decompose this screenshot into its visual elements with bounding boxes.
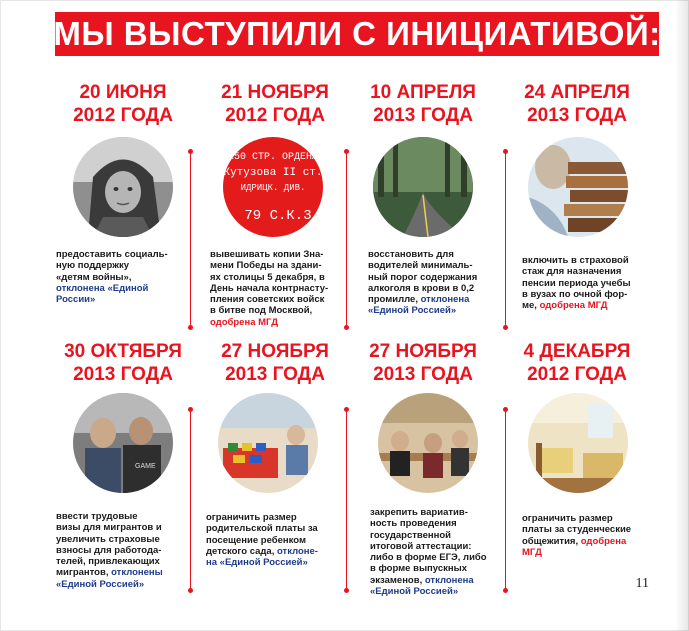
date-1-year: 2012 ГОДА <box>73 105 173 126</box>
date-8-year: 2012 ГОДА <box>527 364 627 385</box>
status-3: отклонена <box>420 294 470 306</box>
svg-text:ИДРИЦК. ДИВ.: ИДРИЦК. ДИВ. <box>240 183 306 193</box>
date-7-day: 27 НОЯБРЯ <box>369 341 477 362</box>
svg-text:Кутузова II ст.: Кутузова II ст. <box>223 167 323 179</box>
date-6-year: 2013 ГОДА <box>225 364 325 385</box>
date-4 <box>497 81 657 127</box>
date-4-year: 2013 ГОДА <box>527 105 627 126</box>
migrants-photo <box>73 393 173 493</box>
kindergarten-photo <box>218 393 318 493</box>
desc-6: ограничить размер родительской платы за посещение ребенком детского сада, отклоне- на «Единой Россией» <box>206 512 318 569</box>
exam-photo <box>378 393 478 493</box>
divider-2 <box>346 152 347 327</box>
status-8: одобрена <box>580 535 627 547</box>
divider-1 <box>190 152 191 327</box>
victory-banner-photo <box>223 137 323 237</box>
date-3-day: 10 АПРЕЛЯ <box>370 82 476 103</box>
date-4-day: 24 АПРЕЛЯ <box>524 82 630 103</box>
svg-text:79 С.К.3: 79 С.К.3 <box>244 208 312 224</box>
status-4: одобрена МГД <box>539 300 608 312</box>
date-7 <box>343 340 503 386</box>
desc-5: ввести трудовые визы для мигрантов и увеличить страховые взносы для работода- телей, привлекающих мигрантов, отклонены «Единой Россией» <box>56 511 163 590</box>
dormitory-photo <box>528 393 628 493</box>
date-2-day: 21 НОЯБРЯ <box>221 82 329 103</box>
road-photo <box>373 137 473 237</box>
status-7: отклонена <box>424 574 474 586</box>
date-2 <box>195 81 355 127</box>
divider-4 <box>190 410 191 590</box>
date-2-year: 2012 ГОДА <box>225 105 325 126</box>
date-8 <box>497 340 657 386</box>
svg-text:GAME: GAME <box>135 463 156 470</box>
date-5-year: 2013 ГОДА <box>73 364 173 385</box>
status-5: отклонены <box>111 567 163 579</box>
date-1-day: 20 ИЮНЯ <box>79 82 167 103</box>
status-1: отклонена «Единой <box>56 282 149 294</box>
desc-7: закрепить вариатив- ность проведения государственной итоговой аттестации: либо в форме ЕГЭ, либо в форме выпускных экзаменов, отклонена «Единой Россией» <box>370 507 487 598</box>
date-1 <box>43 81 203 127</box>
desc-4: включить в страховой стаж для назначения пенсии периода учебы в вузах по очной фор- ме, одобрена МГД <box>522 255 631 312</box>
page-title: МЫ ВЫСТУПИЛИ С ИНИЦИАТИВОЙ: <box>53 15 661 52</box>
date-8-day: 4 ДЕКАБРЯ <box>523 341 631 362</box>
svg-text:150 СТР. ОРДЕНА: 150 СТР. ОРДЕНА <box>227 152 319 163</box>
divider-5 <box>346 410 347 590</box>
divider-3 <box>505 152 506 327</box>
date-3 <box>343 81 503 127</box>
date-6 <box>195 340 355 386</box>
date-5 <box>43 340 203 386</box>
child-photo <box>73 137 173 237</box>
date-3-year: 2013 ГОДА <box>373 105 473 126</box>
date-5-day: 30 ОКТЯБРЯ <box>64 341 182 362</box>
desc-2: вывешивать копии Зна- мени Победы на здани- ях столицы 5 декабря, в День начала контрнасту- пления советских войск в битве под Москвой, одобрена МГД <box>210 249 345 328</box>
status-6: отклоне- <box>276 545 318 557</box>
desc-1: предоставить социаль- ную поддержку «детям войны», отклонена «Единой России» <box>56 249 191 305</box>
page-number: 11 <box>635 576 649 591</box>
title-banner <box>55 12 659 56</box>
divider-6 <box>505 410 506 590</box>
date-7-year: 2013 ГОДА <box>373 364 473 385</box>
books-photo <box>528 137 628 237</box>
desc-8: ограничить размер платы за студенческие общежития, одобрена МГД <box>522 513 632 558</box>
date-6-day: 27 НОЯБРЯ <box>221 341 329 362</box>
desc-3: восстановить для водителей минималь- ный порог содержания алкоголя в крови в 0,2 промилле, отклонена «Единой Россией» <box>368 249 478 317</box>
status-2: одобрена МГД <box>210 316 278 328</box>
